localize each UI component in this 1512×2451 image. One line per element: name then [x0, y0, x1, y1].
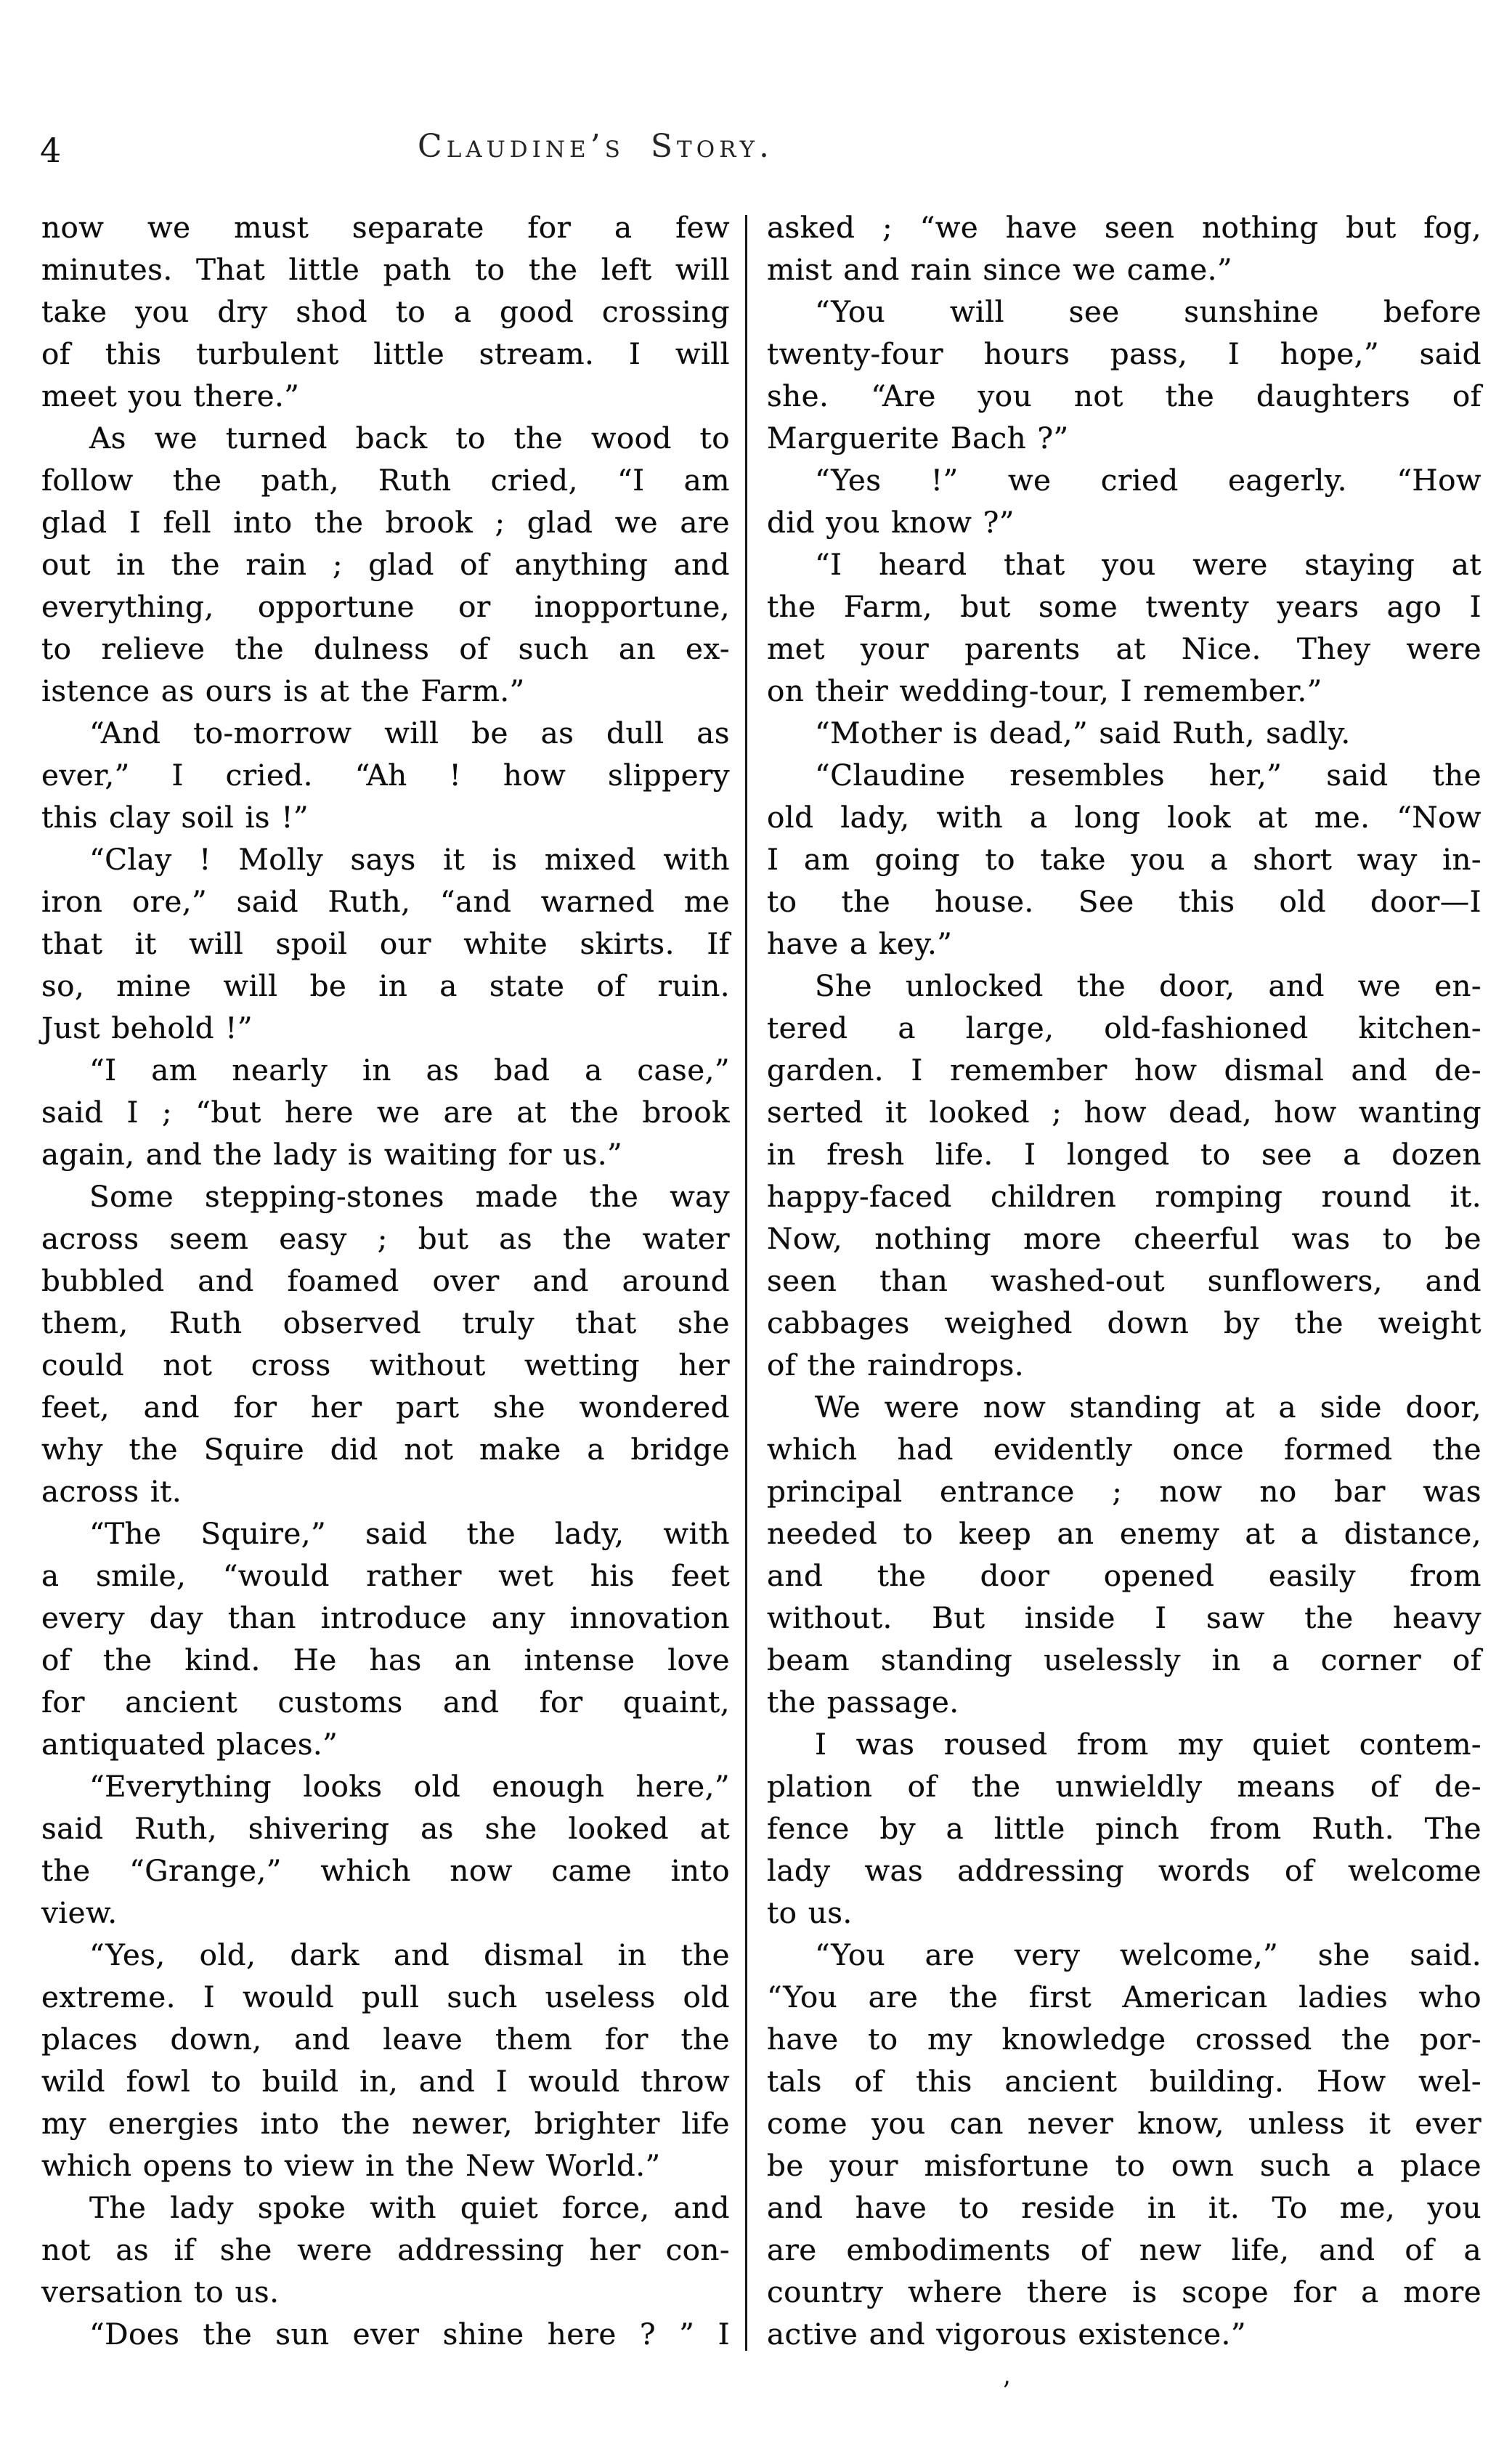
text-line: places down, and leave them for the [41, 2022, 730, 2057]
text-line: again, and the lady is waiting for us.” [41, 1137, 623, 1172]
text-line: I was roused from my quiet contem- [815, 1727, 1481, 1762]
text-line: I am going to take you a short way in- [767, 842, 1481, 877]
text-line: said Ruth, shivering as she looked at [41, 1811, 730, 1846]
text-line: lady was addressing words of welcome [767, 1853, 1481, 1888]
text-line: them, Ruth observed truly that she [41, 1305, 730, 1340]
text-line: versation to us. [41, 2274, 280, 2309]
text-line: across seem easy ; but as the water [41, 1221, 730, 1256]
text-line: come you can never know, unless it ever [767, 2106, 1481, 2141]
text-line: active and vigorous existence.” [767, 2317, 1246, 2351]
text-line: “You will see sunshine before [815, 294, 1481, 329]
text-line: Some stepping-stones made the way [89, 1179, 730, 1214]
text-line: “I am nearly in as bad a case,” [89, 1053, 730, 1087]
text-line: across it. [41, 1474, 182, 1509]
text-line: Now, nothing more cheerful was to be [767, 1221, 1481, 1256]
text-line: garden. I remember how dismal and de- [767, 1053, 1481, 1087]
text-line: fence by a little pinch from Ruth. The [767, 1811, 1481, 1846]
text-line: are embodiments of new life, and of a [767, 2232, 1481, 2267]
text-line: why the Squire did not make a bridge [41, 1432, 730, 1467]
text-line: be your misfortune to own such a place [767, 2148, 1481, 2183]
text-line: have to my knowledge crossed the por- [767, 2022, 1481, 2057]
text-line: a smile, “would rather wet his feet [41, 1558, 730, 1593]
text-line: of the kind. He has an intense love [41, 1642, 730, 1677]
text-line: minutes. That little path to the left will [41, 252, 730, 287]
text-line: view. [41, 1895, 118, 1930]
text-line: this clay soil is !” [41, 800, 309, 835]
text-line: Marguerite Bach ?” [767, 421, 1069, 455]
text-line: said I ; “but here we are at the brook [41, 1095, 730, 1130]
text-line: feet, and for her part she wondered [41, 1390, 730, 1425]
text-line: on their wedding-tour, I remember.” [767, 673, 1322, 708]
text-line: to us. [767, 1895, 853, 1930]
ink-dot: ’ [1002, 2377, 1011, 2407]
text-line: mist and rain since we came.” [767, 252, 1232, 287]
text-line: tered a large, old-fashioned kitchen- [767, 1010, 1481, 1045]
text-line: “The Squire,” said the lady, with [89, 1516, 730, 1551]
text-line: “Mother is dead,” said Ruth, sadly. [815, 716, 1351, 750]
text-line: take you dry shod to a good crossing [41, 294, 730, 329]
text-line: now we must separate for a few [41, 210, 730, 245]
text-line: to the house. See this old door—I [767, 884, 1481, 919]
text-line: “Does the sun ever shine here ? ” I [89, 2317, 730, 2351]
text-line: The lady spoke with quiet force, and [89, 2190, 730, 2225]
text-line: “I heard that you were staying at [815, 547, 1481, 582]
text-line: and the door opened easily from [767, 1558, 1481, 1593]
text-line: could not cross without wetting her [41, 1348, 730, 1382]
text-line: that it will spoil our white skirts. If [41, 926, 730, 961]
text-line: in fresh life. I longed to see a dozen [767, 1137, 1481, 1172]
text-line: ever,” I cried. “Ah ! how slippery [41, 758, 730, 793]
text-line: bubbled and foamed over and around [41, 1263, 730, 1298]
text-line: without. But inside I saw the heavy [767, 1600, 1481, 1635]
text-line: seen than washed-out sunflowers, and [767, 1263, 1481, 1298]
text-column-right [767, 206, 1481, 2355]
text-line: “Yes !” we cried eagerly. “How [815, 463, 1481, 498]
text-line: tals of this ancient building. How wel- [767, 2064, 1481, 2099]
page-number: 4 [40, 131, 62, 170]
text-line: she. “Are you not the daughters of [767, 378, 1481, 413]
text-line: so, mine will be in a state of ruin. [41, 968, 730, 1003]
text-line: the “Grange,” which now came into [41, 1853, 730, 1888]
text-line: of the raindrops. [767, 1348, 1025, 1382]
text-line: serted it looked ; how dead, how wanting [767, 1095, 1481, 1130]
text-line: which opens to view in the New World.” [41, 2148, 661, 2183]
text-line: to relieve the dulness of such an ex- [41, 631, 730, 666]
text-line: “And to-morrow will be as dull as [89, 716, 730, 750]
text-line: As we turned back to the wood to [89, 421, 730, 455]
text-column-left [41, 206, 730, 2355]
text-line: meet you there.” [41, 378, 300, 413]
text-line: She unlocked the door, and we en- [815, 968, 1481, 1003]
text-line: not as if she were addressing her con- [41, 2232, 730, 2267]
column-divider [745, 215, 747, 2351]
text-line: plation of the unwieldly means of de- [767, 1769, 1481, 1804]
text-line: every day than introduce any innovation [41, 1600, 730, 1635]
text-line: antiquated places.” [41, 1727, 338, 1762]
text-line: twenty-four hours pass, I hope,” said [767, 336, 1481, 371]
text-line: the passage. [767, 1685, 959, 1719]
text-line: happy-faced children romping round it. [767, 1179, 1481, 1214]
text-line: met your parents at Nice. They were [767, 631, 1481, 666]
text-line: wild fowl to build in, and I would throw [41, 2064, 730, 2099]
text-line: “Yes, old, dark and dismal in the [89, 1937, 730, 1972]
text-line: cabbages weighed down by the weight [767, 1305, 1481, 1340]
text-line: my energies into the newer, brighter life [41, 2106, 730, 2141]
text-line: glad I fell into the brook ; glad we are [41, 505, 730, 540]
text-line: principal entrance ; now no bar was [767, 1474, 1481, 1509]
text-line: old lady, with a long look at me. “Now [767, 800, 1481, 835]
text-line: of this turbulent little stream. I will [41, 336, 730, 371]
text-line: needed to keep an enemy at a distance, [767, 1516, 1481, 1551]
text-line: “Clay ! Molly says it is mixed with [89, 842, 730, 877]
text-line: extreme. I would pull such useless old [41, 1980, 730, 2014]
text-line: which had evidently once formed the [767, 1432, 1481, 1467]
text-line: iron ore,” said Ruth, “and warned me [41, 884, 730, 919]
text-line: did you know ?” [767, 505, 1015, 540]
text-line: Just behold !” [41, 1010, 253, 1045]
text-line: have a key.” [767, 926, 953, 961]
text-line: istence as ours is at the Farm.” [41, 673, 525, 708]
text-line: everything, opportune or inopportune, [41, 589, 730, 624]
text-line: country where there is scope for a more [767, 2274, 1481, 2309]
text-line: and have to reside in it. To me, you [767, 2190, 1481, 2225]
text-line: for ancient customs and for quaint, [41, 1685, 730, 1719]
text-line: “You are very welcome,” she said. [815, 1937, 1481, 1972]
text-line: beam standing uselessly in a corner of [767, 1642, 1481, 1677]
text-line: We were now standing at a side door, [815, 1390, 1481, 1425]
text-line: out in the rain ; glad of anything and [41, 547, 730, 582]
text-line: the Farm, but some twenty years ago I [767, 589, 1481, 624]
text-line: asked ; “we have seen nothing but fog, [767, 210, 1481, 245]
text-line: “Claudine resembles her,” said the [815, 758, 1481, 793]
running-title: Claudine’s Story. [418, 128, 773, 165]
text-line: “Everything looks old enough here,” [89, 1769, 730, 1804]
text-line: follow the path, Ruth cried, “I am [41, 463, 730, 498]
text-line: “You are the first American ladies who [767, 1980, 1481, 2014]
